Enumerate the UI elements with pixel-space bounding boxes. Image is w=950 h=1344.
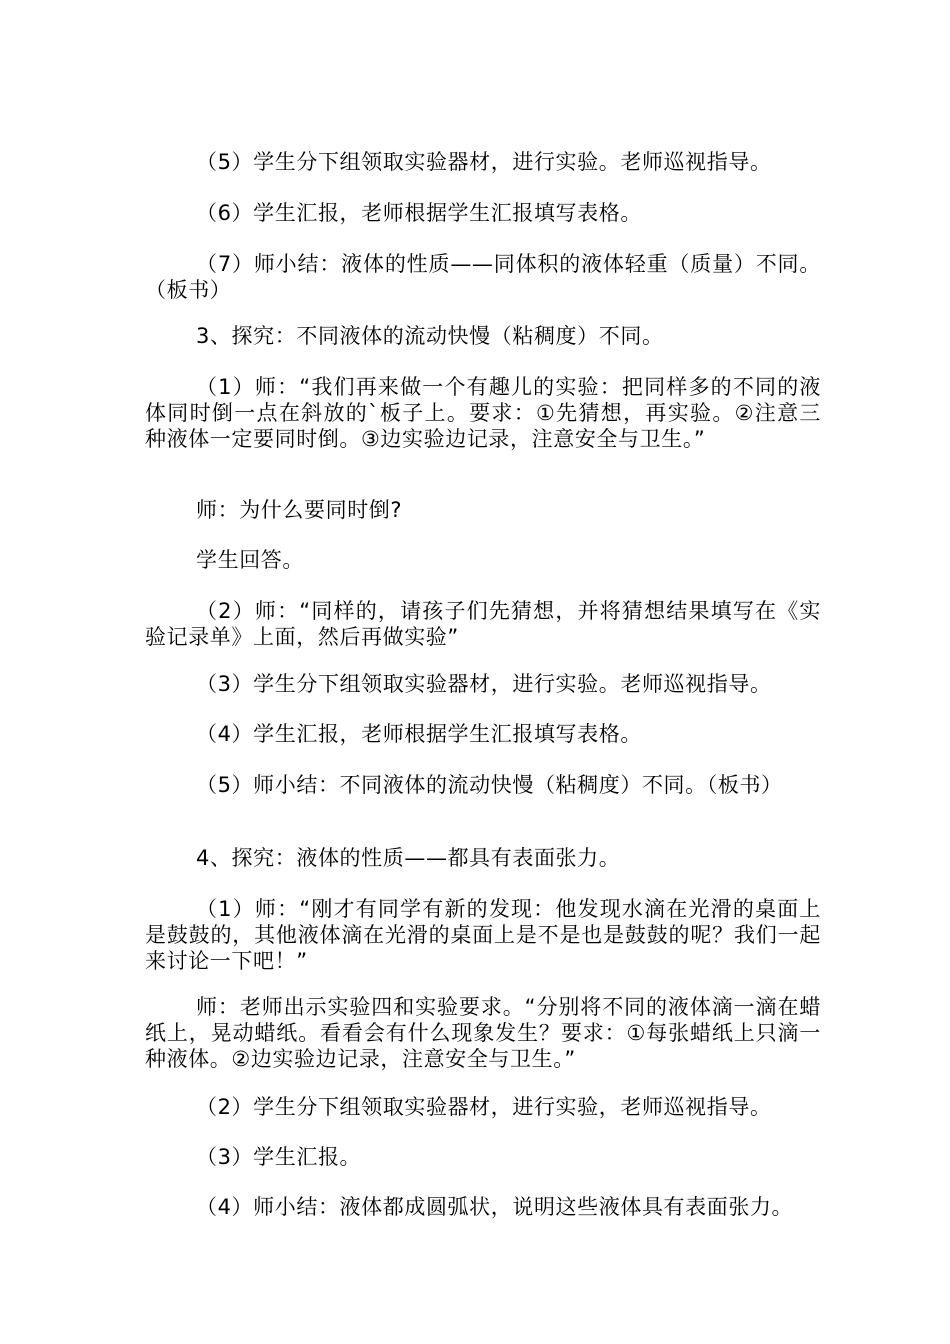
- paragraph-teacher-instruction-1: （1）师：“我们再来做一个有趣儿的实验：把同样多的不同的液体同时倒一点在斜放的`板子上。要求：①先猜想，再实验。②注意三种液体一定要同时倒。③边实验边记录，注意安全与卫生。”: [145, 375, 821, 451]
- paragraph-step-6-report: （6）学生汇报，老师根据学生汇报填写表格。: [196, 201, 642, 225]
- paragraph-step-2-experiment: （2）学生分下组领取实验器材，进行实验，老师巡视指导。: [196, 1095, 772, 1119]
- paragraph-step-5-experiment: （5）学生分下组领取实验器材，进行实验。老师巡视指导。: [196, 150, 772, 174]
- paragraph-teacher-instruction-3: （1）师：“刚才有同学有新的发现：他发现水滴在光滑的桌面上是鼓鼓的，其他液体滴在光滑的桌面上是不是也是鼓鼓的呢？我们一起来讨论一下吧！”: [145, 897, 821, 973]
- paragraph-teacher-question: 师：为什么要同时倒?: [196, 498, 403, 522]
- paragraph-teacher-demo: 师：老师出示实验四和实验要求。“分别将不同的液体滴一滴在蜡纸上，晃动蜡纸。看看会有什么现象发生？要求：①每张蜡纸上只滴一种液体。②边实验边记录，注意安全与卫生。”: [145, 995, 821, 1071]
- paragraph-step-7-summary: （7）师小结：液体的性质——同体积的液体轻重（质量）不同。（板书）: [145, 252, 821, 302]
- section-heading-4: 4、探究：液体的性质——都具有表面张力。: [196, 846, 621, 870]
- paragraph-teacher-instruction-2: （2）师：“同样的，请孩子们先猜想，并将猜想结果填写在《实验记录单》上面，然后再做实验”: [145, 599, 821, 649]
- paragraph-step-3-report: （3）学生汇报。: [196, 1145, 362, 1169]
- paragraph-student-answer: 学生回答。: [196, 548, 304, 572]
- paragraph-step-4-report: （4）学生汇报，老师根据学生汇报填写表格。: [196, 722, 642, 746]
- paragraph-step-5-summary: （5）师小结：不同液体的流动快慢（粘稠度）不同。（板书）: [196, 773, 783, 797]
- section-heading-3: 3、探究：不同液体的流动快慢（粘稠度）不同。: [196, 324, 664, 348]
- paragraph-step-4-summary: （4）师小结：液体都成圆弧状，说明这些液体具有表面张力。: [196, 1195, 794, 1219]
- paragraph-step-3-experiment: （3）学生分下组领取实验器材，进行实验。老师巡视指导。: [196, 672, 772, 696]
